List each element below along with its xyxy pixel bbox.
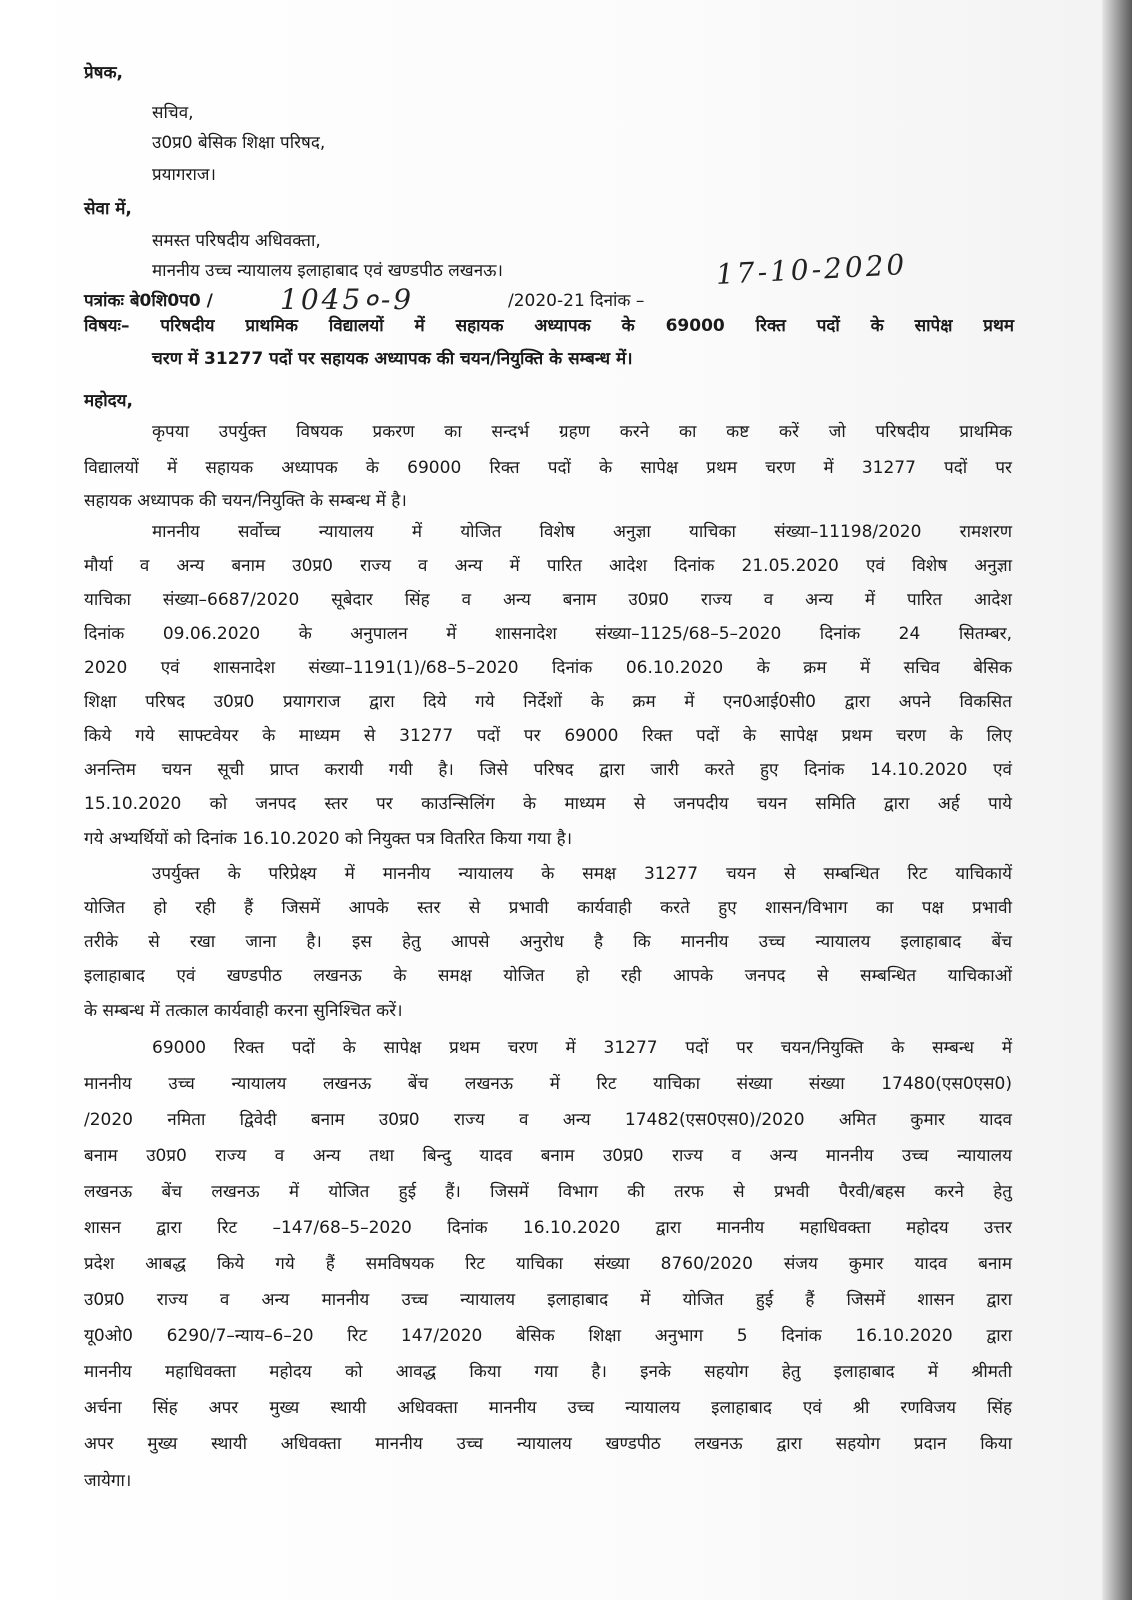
paragraph-line: 69000 रिक्त पदों के सापेक्ष प्रथम चरण में 31277 पदों पर चयन/नियुक्ति के सम्बन्ध में [152,1038,1012,1058]
paragraph-line: शिक्षा परिषद उ0प्र0 प्रयागराज द्वारा दिये गये निर्देशों के क्रम में एन0आई0सी0 द्वारा अपने विकसित [84,692,1012,712]
subject-line-2: चरण में 31277 पदों पर सहायक अध्यापक की चयन/नियुक्ति के सम्बन्ध में। [152,349,633,369]
paragraph-line: माननीय महाधिवक्ता महोदय को आवद्ध किया गया है। इनके सहयोग हेतु इलाहाबाद में श्रीमती [84,1362,1012,1382]
reference-prefix: पत्रांकः बे0शि0प0 / [84,291,213,311]
paragraph-line: के सम्बन्ध में तत्काल कार्यवाही करना सुनिश्चित करें। [84,1001,403,1021]
paragraph-line: 2020 एवं शासनादेश संख्या–1191(1)/68–5–2020 दिनांक 06.10.2020 के क्रम में सचिव बेसिक [84,658,1012,678]
paragraph-line: 15.10.2020 को जनपद स्तर पर काउन्सिलिंग के माध्यम से जनपदीय चयन समिति द्वारा अर्ह पाये [84,794,1012,814]
recipient-line-2: माननीय उच्च न्यायालय इलाहाबाद एवं खण्डपीठ लखनऊ। [152,261,503,281]
paragraph-line: तरीके से रखा जाना है। इस हेतु आपसे अनुरोध है कि माननीय उच्च न्यायालय इलाहाबाद बेंच [84,932,1012,952]
paragraph-line: याचिका संख्या–6687/2020 सूबेदार सिंह व अन्य बनाम उ0प्र0 राज्य व अन्य में पारित आदेश [84,590,1012,610]
paragraph-line: अर्चना सिंह अपर मुख्य स्थायी अधिवक्ता माननीय उच्च न्यायालय इलाहाबाद एवं श्री रणविजय सिंह [84,1398,1012,1418]
paragraph-line: अनन्तिम चयन सूची प्राप्त करायी गयी है। जिसे परिषद द्वारा जारी करते हुए दिनांक 14.10.2020 एवं [84,760,1012,780]
paragraph-line: यू0ओ0 6290/7–न्याय–6–20 रिट 147/2020 बेसिक शिक्षा अनुभाग 5 दिनांक 16.10.2020 द्वारा [84,1326,1012,1346]
paragraph-line: /2020 नमिता द्विवेदी बनाम उ0प्र0 राज्य व अन्य 17482(एस0एस0)/2020 अमित कुमार यादव [84,1110,1012,1130]
sender-city: प्रयागराज। [152,165,216,185]
salutation: महोदय, [84,391,133,411]
paragraph-line: उ0प्र0 राज्य व अन्य माननीय उच्च न्यायालय इलाहाबाद में योजित हुई हैं जिसमें शासन द्वारा [84,1290,1012,1310]
paragraph-line: शासन द्वारा रिट –147/68–5–2020 दिनांक 16.10.2020 द्वारा माननीय महाधिवक्ता महोदय उत्तर [84,1218,1012,1238]
handwritten-date: 17-10-2020 [715,248,909,291]
paragraph-line: लखनऊ बेंच लखनऊ में योजित हुई हैं। जिसमें विभाग की तरफ से प्रभवी पैरवी/बहस करने हेतु [84,1182,1012,1202]
paragraph-line: माननीय उच्च न्यायालय लखनऊ बेंच लखनऊ में रिट याचिका संख्या संख्या 17480(एस0एस0) [84,1074,1012,1094]
sender-label: प्रेषक, [84,63,124,83]
paragraph-line: गये अभ्यर्थियों को दिनांक 16.10.2020 को नियुक्त पत्र वितरित किया गया है। [84,829,573,849]
recipient-line-1: समस्त परिषदीय अधिवक्ता, [152,231,321,251]
paragraph-line: जायेगा। [84,1471,132,1491]
recipient-label: सेवा में, [84,199,132,219]
paragraph-line: अपर मुख्य स्थायी अधिवक्ता माननीय उच्च न्यायालय खण्डपीठ लखनऊ द्वारा सहयोग प्रदान किया [84,1434,1012,1454]
paragraph-line: बनाम उ0प्र0 राज्य व अन्य तथा बिन्दु यादव बनाम उ0प्र0 राज्य व अन्य माननीय उच्च न्यायालय [84,1146,1012,1166]
sender-organization: उ0प्र0 बेसिक शिक्षा परिषद, [152,133,326,153]
handwritten-letter-number: 1045०-9 [280,283,415,316]
reference-session-text: /2020-21 दिनांक – [508,291,645,311]
paragraph-line: सहायक अध्यापक की चयन/नियुक्ति के सम्बन्ध में है। [84,491,407,511]
paragraph-line: कृपया उपर्युक्त विषयक प्रकरण का सन्दर्भ ग्रहण करने का कष्ट करें जो परिषदीय प्राथमिक [152,422,1012,442]
paragraph-line: दिनांक 09.06.2020 के अनुपालन में शासनादेश संख्या–1125/68–5–2020 दिनांक 24 सितम्बर, [84,624,1012,644]
paragraph-line: मौर्या व अन्य बनाम उ0प्र0 राज्य व अन्य में पारित आदेश दिनांक 21.05.2020 एवं विशेष अनुज्ञा [84,556,1012,576]
paragraph-line: प्रदेश आबद्ध किये गये हैं समविषयक रिट याचिका संख्या 8760/2020 संजय कुमार यादव बनाम [84,1254,1012,1274]
paragraph-line: उपर्युक्त के परिप्रेक्ष्य में माननीय न्यायालय के समक्ष 31277 चयन से सम्बन्धित रिट याचिकायें [152,864,1012,884]
sender-designation: सचिव, [152,103,194,123]
subject-line-1: विषयः– परिषदीय प्राथमिक विद्यालयों में सहायक अध्यापक के 69000 रिक्त पदों के सापेक्ष प्रथम [84,316,1014,336]
paragraph-line: इलाहाबाद एवं खण्डपीठ लखनऊ के समक्ष योजित हो रही आपके जनपद से सम्बन्धित याचिकाओं [84,966,1012,986]
paragraph-line: किये गये साफ्टवेयर के माध्यम से 31277 पदों पर 69000 रिक्त पदों के सापेक्ष प्रथम चरण के लिए [84,726,1012,746]
paragraph-line: विद्यालयों में सहायक अध्यापक के 69000 रिक्त पदों के सापेक्ष प्रथम चरण में 31277 पदों पर [84,458,1012,478]
paragraph-line: योजित हो रही हैं जिसमें आपके स्तर से प्रभावी कार्यवाही करते हुए शासन/विभाग का पक्ष प्रभावी [84,898,1012,918]
paragraph-line: माननीय सर्वोच्च न्यायालय में योजित विशेष अनुज्ञा याचिका संख्या–11198/2020 रामशरण [152,522,1012,542]
